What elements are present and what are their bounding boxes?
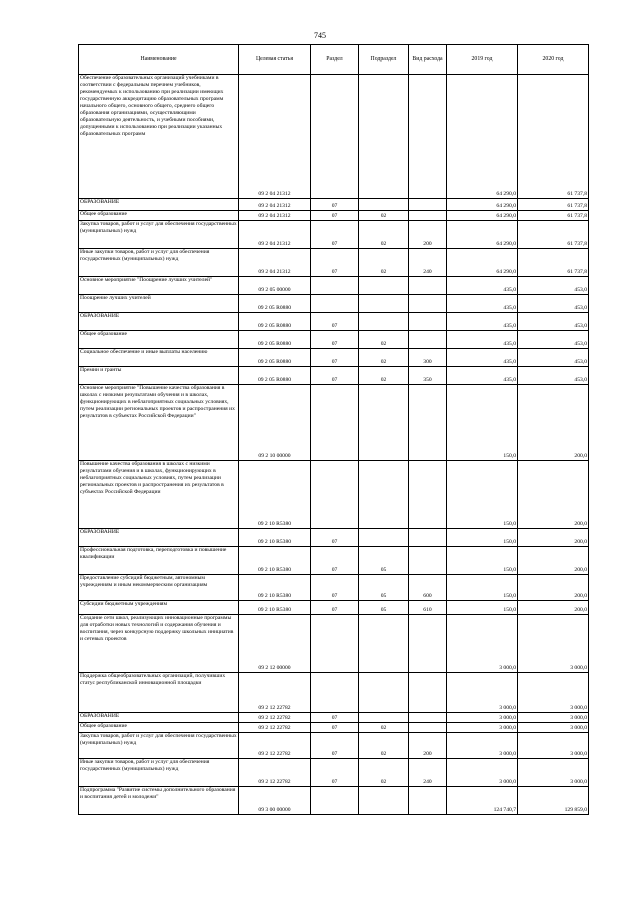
row-amount-2019: 435,0 (447, 277, 518, 295)
row-target-code: 09 3 00 00000 (239, 787, 311, 815)
row-name: Подпрограмма "Развитие системы дополнительного образования и воспитания детей и молодежи" (79, 787, 239, 815)
row-amount-2019: 3 000,0 (447, 759, 518, 787)
row-amount-2020: 61 737,8 (518, 199, 589, 211)
row-target-code: 09 2 12 22782 (239, 733, 311, 759)
row-amount-2019: 435,0 (447, 349, 518, 367)
row-subsection: 05 (359, 547, 409, 575)
row-amount-2020: 3 000,0 (518, 673, 589, 713)
row-target-code: 09 2 12 22782 (239, 673, 311, 713)
row-subsection: 02 (359, 221, 409, 249)
row-amount-2019: 3 000,0 (447, 615, 518, 673)
row-subsection: 02 (359, 733, 409, 759)
row-expense-type (409, 723, 447, 733)
row-amount-2019: 64 290,0 (447, 199, 518, 211)
row-amount-2020: 200,0 (518, 529, 589, 547)
row-amount-2019: 3 000,0 (447, 673, 518, 713)
row-target-code: 09 2 12 22782 (239, 759, 311, 787)
page-number: 745 (314, 31, 326, 40)
table-row (79, 575, 589, 601)
table-row (79, 759, 589, 787)
row-target-code: 09 2 04 21312 (239, 221, 311, 249)
table-row (79, 461, 589, 529)
row-expense-type: 610 (409, 601, 447, 615)
row-amount-2019: 3 000,0 (447, 723, 518, 733)
row-expense-type (409, 313, 447, 331)
row-expense-type (409, 385, 447, 461)
header-subsection: Подраздел (359, 45, 409, 75)
row-section: 07 (311, 723, 359, 733)
row-section (311, 461, 359, 529)
row-name: ОБРАЗОВАНИЕ (79, 529, 239, 547)
header-2020: 2020 год (518, 45, 589, 75)
row-expense-type: 240 (409, 759, 447, 787)
table-row (79, 713, 589, 723)
row-amount-2020: 200,0 (518, 575, 589, 601)
row-amount-2020: 3 000,0 (518, 713, 589, 723)
row-amount-2020: 200,0 (518, 461, 589, 529)
row-subsection (359, 713, 409, 723)
row-expense-type (409, 461, 447, 529)
row-amount-2020: 3 000,0 (518, 733, 589, 759)
row-amount-2020: 3 000,0 (518, 615, 589, 673)
row-amount-2019: 64 290,0 (447, 211, 518, 221)
row-section: 07 (311, 529, 359, 547)
row-target-code: 09 2 10 R5380 (239, 547, 311, 575)
row-amount-2020: 453,0 (518, 331, 589, 349)
row-subsection (359, 313, 409, 331)
row-name: Закупка товаров, работ и услуг для обеспечения государственных (муниципальных) нужд (79, 221, 239, 249)
header-target: Целевая статья (239, 45, 311, 75)
row-target-code: 09 2 04 21312 (239, 249, 311, 277)
table-row (79, 295, 589, 313)
row-target-code: 09 2 12 22782 (239, 713, 311, 723)
row-amount-2019: 435,0 (447, 331, 518, 349)
table-row (79, 277, 589, 295)
row-amount-2019: 3 000,0 (447, 733, 518, 759)
table-row (79, 313, 589, 331)
table-body (79, 75, 589, 815)
row-expense-type (409, 713, 447, 723)
row-subsection (359, 295, 409, 313)
row-expense-type: 240 (409, 249, 447, 277)
row-target-code: 09 2 05 R0880 (239, 313, 311, 331)
row-section: 07 (311, 733, 359, 759)
row-section: 07 (311, 331, 359, 349)
row-amount-2019: 150,0 (447, 529, 518, 547)
row-subsection: 02 (359, 759, 409, 787)
row-name: Социальное обеспечение и иные выплаты населению (79, 349, 239, 367)
row-amount-2020: 200,0 (518, 601, 589, 615)
row-section: 07 (311, 199, 359, 211)
row-subsection: 02 (359, 249, 409, 277)
header-name: Наименование (79, 45, 239, 75)
row-amount-2019: 64 290,0 (447, 221, 518, 249)
row-name: Обеспечение образовательных организаций учебниками в соответствии с федеральным перечнем учебников, рекомендуемых к использованию при реализации имеющих государственную аккредитацию образовательных программ начального общего, основного общего, среднего общего образования организациями, осуществляющими образовательную деятельность, и учебными пособиями, допущенными к использованию при реализации указанных образовательных программ (79, 75, 239, 199)
row-target-code: 09 2 10 R5380 (239, 461, 311, 529)
row-name: Иные закупки товаров, работ и услуг для обеспечения государственных (муниципальных) нужд (79, 759, 239, 787)
row-name: Иные закупки товаров, работ и услуг для обеспечения государственных (муниципальных) нужд (79, 249, 239, 277)
row-subsection: 05 (359, 601, 409, 615)
row-amount-2019: 124 740,7 (447, 787, 518, 815)
row-subsection (359, 615, 409, 673)
row-subsection (359, 199, 409, 211)
row-expense-type (409, 787, 447, 815)
row-amount-2020: 453,0 (518, 367, 589, 385)
row-section: 07 (311, 221, 359, 249)
row-expense-type: 200 (409, 221, 447, 249)
row-amount-2019: 435,0 (447, 313, 518, 331)
row-amount-2020: 61 737,8 (518, 211, 589, 221)
table-row (79, 733, 589, 759)
table-row (79, 547, 589, 575)
row-amount-2019: 3 000,0 (447, 713, 518, 723)
table-row (79, 787, 589, 815)
header-section: Раздел (311, 45, 359, 75)
row-name: Профессиональная подготовка, переподготовка и повышение квалификации (79, 547, 239, 575)
row-name: ОБРАЗОВАНИЕ (79, 313, 239, 331)
row-section (311, 615, 359, 673)
row-amount-2020: 61 737,8 (518, 75, 589, 199)
row-subsection (359, 75, 409, 199)
row-amount-2020: 200,0 (518, 385, 589, 461)
row-subsection (359, 529, 409, 547)
row-expense-type (409, 295, 447, 313)
row-section (311, 295, 359, 313)
header-2019: 2019 год (447, 45, 518, 75)
row-expense-type: 600 (409, 575, 447, 601)
table-row (79, 723, 589, 733)
row-target-code: 09 2 12 00000 (239, 615, 311, 673)
table-row (79, 367, 589, 385)
budget-table (78, 44, 589, 815)
row-name: Основное мероприятие "Повышение качества образования в школах с низкими результатами обучения и в школах, функционирующих в неблагоприятных социальных условиях, путем реализации региональных проектов и распространения их результатов в субъектах Российской Федерации" (79, 385, 239, 461)
row-expense-type (409, 615, 447, 673)
table-row (79, 529, 589, 547)
row-target-code: 09 2 10 R5380 (239, 601, 311, 615)
header-expense-type: Вид расхода (409, 45, 447, 75)
table-row (79, 199, 589, 211)
row-amount-2019: 150,0 (447, 461, 518, 529)
table-row (79, 221, 589, 249)
row-target-code: 09 2 05 R0880 (239, 331, 311, 349)
row-section: 07 (311, 211, 359, 221)
table-row (79, 75, 589, 199)
row-name: Субсидии бюджетным учреждениям (79, 601, 239, 615)
table-row (79, 331, 589, 349)
row-subsection: 02 (359, 331, 409, 349)
row-amount-2019: 64 290,0 (447, 75, 518, 199)
row-section: 07 (311, 759, 359, 787)
table-row (79, 615, 589, 673)
row-target-code: 09 2 10 R5380 (239, 575, 311, 601)
row-amount-2020: 453,0 (518, 295, 589, 313)
row-target-code: 09 2 04 21312 (239, 211, 311, 221)
row-amount-2020: 129 859,0 (518, 787, 589, 815)
row-subsection (359, 787, 409, 815)
row-section: 07 (311, 547, 359, 575)
row-expense-type (409, 331, 447, 349)
row-subsection: 05 (359, 575, 409, 601)
row-name: Закупка товаров, работ и услуг для обеспечения государственных (муниципальных) нужд (79, 733, 239, 759)
row-amount-2019: 435,0 (447, 367, 518, 385)
row-target-code: 09 2 05 R0880 (239, 349, 311, 367)
row-amount-2020: 3 000,0 (518, 723, 589, 733)
row-subsection (359, 673, 409, 713)
row-name: Общее образование (79, 211, 239, 221)
row-section: 07 (311, 367, 359, 385)
row-subsection (359, 385, 409, 461)
row-expense-type: 350 (409, 367, 447, 385)
row-subsection: 02 (359, 211, 409, 221)
row-section (311, 75, 359, 199)
table-header-row (79, 45, 589, 75)
row-expense-type (409, 547, 447, 575)
row-section (311, 673, 359, 713)
row-expense-type (409, 199, 447, 211)
row-target-code: 09 2 04 21312 (239, 75, 311, 199)
row-name: Основное мероприятие "Поощрение лучших учителей" (79, 277, 239, 295)
row-subsection (359, 461, 409, 529)
row-expense-type: 200 (409, 733, 447, 759)
row-amount-2020: 61 737,8 (518, 249, 589, 277)
row-expense-type (409, 277, 447, 295)
row-target-code: 09 2 05 00000 (239, 277, 311, 295)
row-name: Предоставление субсидий бюджетным, автономным учреждениям и иным некоммерческим организациям (79, 575, 239, 601)
row-amount-2020: 453,0 (518, 313, 589, 331)
row-subsection (359, 277, 409, 295)
row-name: Поощрение лучших учителей (79, 295, 239, 313)
table-row (79, 211, 589, 221)
row-name: Поддержка общеобразовательных организаций, получивших статус республиканской инновационной площадки (79, 673, 239, 713)
row-amount-2019: 64 290,0 (447, 249, 518, 277)
table-row (79, 349, 589, 367)
row-section (311, 385, 359, 461)
table-row (79, 249, 589, 277)
row-amount-2020: 453,0 (518, 277, 589, 295)
row-section: 07 (311, 575, 359, 601)
row-amount-2020: 3 000,0 (518, 759, 589, 787)
table-row (79, 601, 589, 615)
row-section: 07 (311, 349, 359, 367)
row-amount-2019: 150,0 (447, 601, 518, 615)
row-name: Общее образование (79, 331, 239, 349)
row-name: Общее образование (79, 723, 239, 733)
row-section: 07 (311, 249, 359, 277)
row-amount-2020: 200,0 (518, 547, 589, 575)
row-target-code: 09 2 12 22782 (239, 723, 311, 733)
row-amount-2020: 61 737,8 (518, 221, 589, 249)
row-subsection: 02 (359, 723, 409, 733)
row-name: Создание сети школ, реализующих инновационные программы для отработки новых технологий и содержания обучения и воспитания, через конкурсную поддержку школьных инициатив и сетевых проектов (79, 615, 239, 673)
table-row (79, 385, 589, 461)
row-amount-2019: 435,0 (447, 295, 518, 313)
row-amount-2020: 453,0 (518, 349, 589, 367)
row-amount-2019: 150,0 (447, 547, 518, 575)
row-amount-2019: 150,0 (447, 385, 518, 461)
row-subsection: 02 (359, 367, 409, 385)
table-row (79, 673, 589, 713)
row-name: ОБРАЗОВАНИЕ (79, 713, 239, 723)
row-expense-type: 300 (409, 349, 447, 367)
row-target-code: 09 2 10 00000 (239, 385, 311, 461)
row-target-code: 09 2 05 R0880 (239, 295, 311, 313)
row-target-code: 09 2 10 R5380 (239, 529, 311, 547)
row-section: 07 (311, 313, 359, 331)
row-expense-type (409, 75, 447, 199)
row-target-code: 09 2 04 21312 (239, 199, 311, 211)
row-expense-type (409, 673, 447, 713)
row-section (311, 277, 359, 295)
row-name: Премии и гранты (79, 367, 239, 385)
row-target-code: 09 2 05 R0880 (239, 367, 311, 385)
row-name: Повышение качества образования в школах с низкими результатами обучения и в школах, функционирующих в неблагоприятных социальных условиях, путем реализации региональных проектов и распространения их результатов в субъектах Российской Федерации (79, 461, 239, 529)
row-section (311, 787, 359, 815)
row-expense-type (409, 529, 447, 547)
row-subsection: 02 (359, 349, 409, 367)
row-name: ОБРАЗОВАНИЕ (79, 199, 239, 211)
row-amount-2019: 150,0 (447, 575, 518, 601)
row-section: 07 (311, 601, 359, 615)
row-section: 07 (311, 713, 359, 723)
row-expense-type (409, 211, 447, 221)
